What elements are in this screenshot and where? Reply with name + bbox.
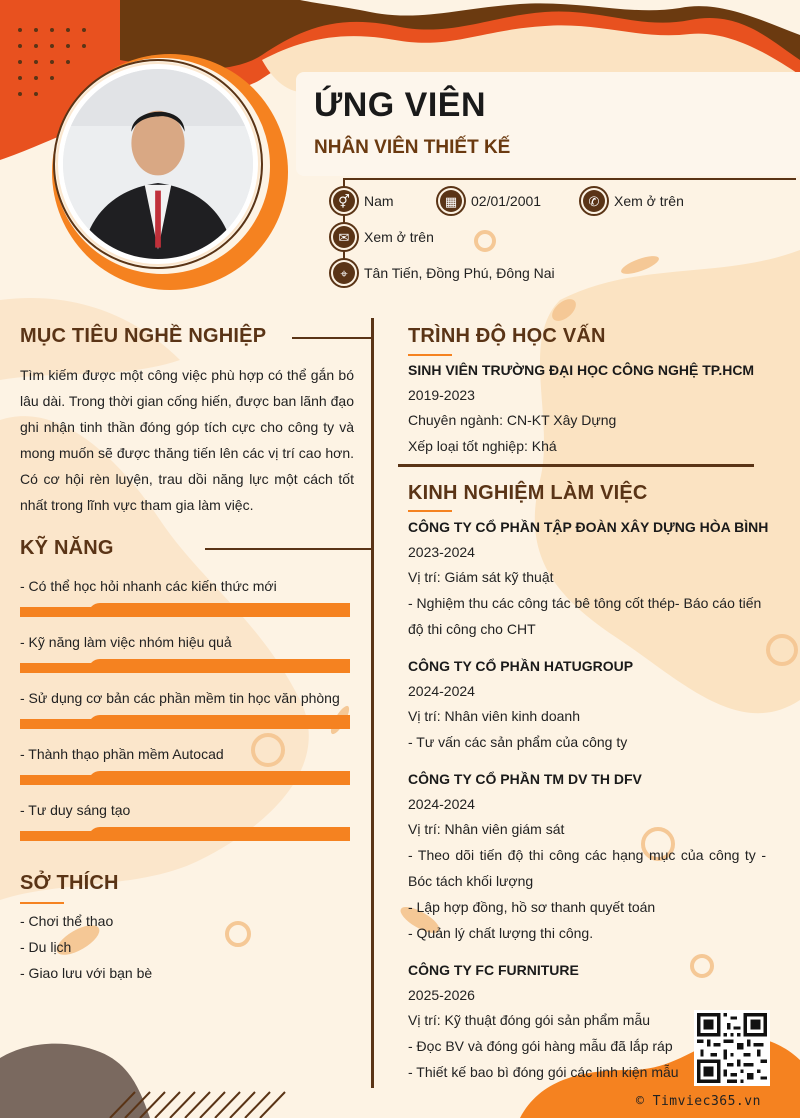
job-description: - Thiết kế bao bì đóng gói các linh kiện mẫu [408, 1064, 679, 1080]
contact-birthday [436, 186, 541, 216]
education-heading: TRÌNH ĐỘ HỌC VẤN [408, 325, 606, 347]
skills-heading-rule [205, 548, 373, 550]
address-value: Tân Tiến, Đồng Phú, Đông Nai [364, 265, 555, 281]
job-description: - Tư vấn các sản phẩm của công ty [408, 734, 628, 750]
calendar-icon: ▦ [436, 186, 466, 216]
skill-level-fill [88, 659, 350, 673]
job-years: 2023-2024 [408, 544, 475, 560]
job-position: Vị trí: Kỹ thuật đóng gói sản phẩm mẫu [408, 1012, 651, 1028]
education-divider [398, 464, 754, 467]
skill-bar [20, 603, 350, 617]
job-description: - Lập hợp đồng, hồ sơ thanh quyết toán [408, 899, 656, 915]
skill-label: - Tư duy sáng tạo [20, 802, 131, 818]
job-description: - Theo dõi tiến độ thi công các hạng mục của công ty - Bóc tách khối lượng [408, 847, 766, 889]
hobbies-heading: SỞ THÍCH [20, 872, 119, 894]
job-company: CÔNG TY CỔ PHẦN HATUGROUP [408, 658, 634, 674]
skill-label: - Có thể học hỏi nhanh các kiến thức mới [20, 578, 277, 594]
job-company: CÔNG TY CỔ PHẦN TM DV TH DFV [408, 771, 642, 787]
email-value: Xem ở trên [364, 229, 434, 245]
skill-level-fill [88, 715, 350, 729]
job-years: 2024-2024 [408, 796, 475, 812]
email-icon: ✉ [329, 222, 359, 252]
objective-text: Tìm kiếm được một công việc phù hợp có thể gắn bó lâu dài. Trong thời gian cống hiến, được ban lãnh đạo ghi nhận tinh thần đóng góp tích cực cho công ty và mong muốn sẽ được thăng tiến lên các vị trí cao hơn. Có cơ hội rèn luyện, trau dồi năng lực một cách tốt nhất trong lĩnh vực tham gia làm việc. [20, 367, 354, 513]
skill-label: - Thành thạo phần mềm Autocad [20, 746, 224, 762]
education-heading-rule [408, 354, 452, 356]
footer-brand: © Timviec365.vn [636, 1094, 761, 1109]
education-major: Chuyên ngành: CN-KT Xây Dựng [408, 412, 617, 428]
job-position: Vị trí: Nhân viên kinh doanh [408, 708, 580, 724]
location-icon: ⌖ [329, 258, 359, 288]
job-description: - Nghiệm thu các công tác bê tông cốt thép- Báo cáo tiến độ thi công cho CHT [408, 595, 762, 637]
skill-bar [20, 827, 350, 841]
experience-heading-rule [408, 510, 452, 512]
hobby-item: - Chơi thể thao [20, 913, 114, 929]
contact-phone [579, 186, 684, 216]
skill-level-fill [88, 771, 350, 785]
birthday-value: 02/01/2001 [471, 193, 542, 209]
qr-code-icon [697, 1013, 767, 1083]
job-years: 2024-2024 [408, 683, 475, 699]
skill-bar [20, 715, 350, 729]
phone-value: Xem ở trên [614, 193, 684, 209]
gender-value: Nam [364, 193, 394, 209]
job-description: - Đọc BV và đóng gói hàng mẫu đã lắp ráp [408, 1038, 673, 1054]
skill-label: - Sử dụng cơ bản các phần mềm tin học văn phòng [20, 690, 340, 706]
education-years: 2019-2023 [408, 387, 475, 403]
hobbies-heading-rule [20, 902, 64, 904]
objective-heading-rule [292, 337, 372, 339]
skills-heading: KỸ NĂNG [20, 537, 114, 559]
job-company: CÔNG TY CỔ PHẦN TẬP ĐOÀN XÂY DỰNG HÒA BÌNH [408, 519, 769, 535]
contact-gender [329, 186, 394, 216]
education-school: SINH VIÊN TRƯỜNG ĐẠI HỌC CÔNG NGHỆ TP.HCM [408, 362, 755, 378]
education-grade: Xếp loại tốt nghiệp: Khá [408, 438, 557, 454]
skill-bar [20, 659, 350, 673]
contact-email [329, 222, 434, 252]
person-photo-icon [63, 69, 253, 259]
column-divider [371, 318, 374, 1088]
phone-icon: ✆ [579, 186, 609, 216]
job-description: - Quản lý chất lượng thi công. [408, 925, 594, 941]
job-position: Vị trí: Nhân viên giám sát [408, 821, 565, 837]
skill-level-fill [88, 827, 350, 841]
job-years: 2025-2026 [408, 987, 475, 1003]
hobby-item: - Du lịch [20, 939, 72, 955]
candidate-name: ỨNG VIÊN [314, 86, 487, 124]
skill-label: - Kỹ năng làm việc nhóm hiệu quả [20, 634, 232, 650]
job-company: CÔNG TY FC FURNITURE [408, 962, 579, 978]
experience-heading: KINH NGHIỆM LÀM VIỆC [408, 482, 648, 504]
avatar [58, 64, 258, 264]
skill-bar [20, 771, 350, 785]
gender-icon: ⚥ [329, 186, 359, 216]
job-position: Vị trí: Giám sát kỹ thuật [408, 569, 554, 585]
skill-level-fill [88, 603, 350, 617]
objective-heading: MỤC TIÊU NGHỀ NGHIỆP [20, 325, 267, 347]
hobby-item: - Giao lưu với bạn bè [20, 965, 153, 981]
job-title: NHÂN VIÊN THIẾT KẾ [314, 137, 511, 158]
contact-address [329, 258, 555, 288]
contact-divider [344, 178, 796, 180]
qr-code [694, 1010, 770, 1086]
